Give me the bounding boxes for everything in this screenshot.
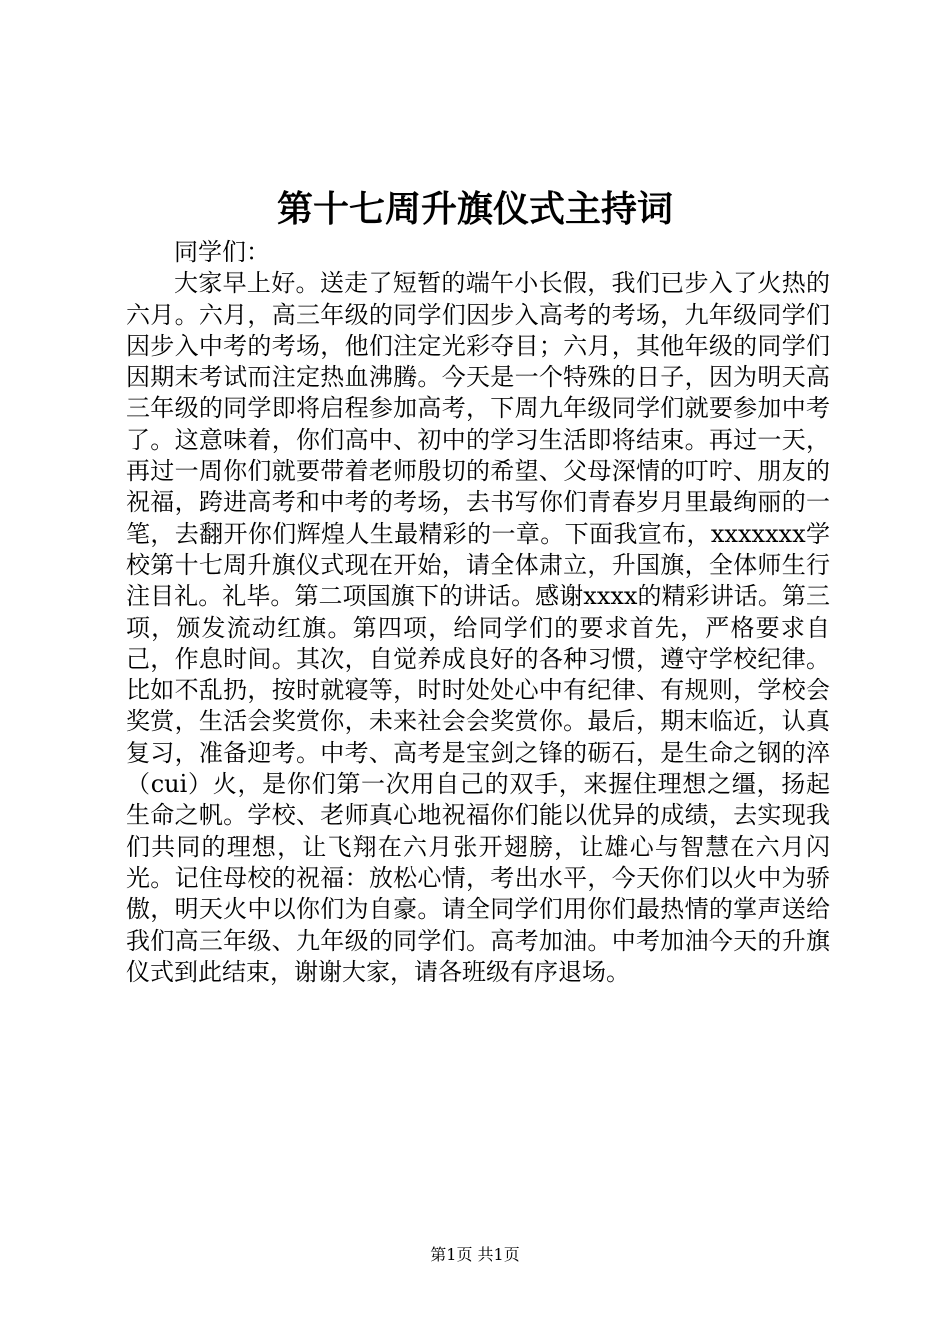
body-paragraph: 大家早上好。送走了短暂的端午小长假，我们已步入了火热的六月。六月，高三年级的同学们因步入高考的考场，九年级同学们因步入中考的考场，他们注定光彩夺目；六月，其他年级的同学们因期末考试而注定热血沸腾。今天是一个特殊的日子，因为明天高三年级的同学即将启程参加高考，下周九年级同学们就要参加中考了。这意味着，你们高中、初中的学习生活即将结束。再过一天，再过一周你们就要带着老师殷切的希望、父母深情的叮咛、朋友的祝福，跨进高考和中考的考场，去书写你们青春岁月里最绚丽的一笔，去翻开你们辉煌人生最精彩的一章。下面我宣布，xxxxxxx学校第十七周升旗仪式现在开始，请全体肃立，升国旗，全体师生行注目礼。礼毕。第二项国旗下的讲话。感谢xxxx的精彩讲话。第三项，颁发流动红旗。第四项，给同学们的要求首先，严格要求自己，作息时间。其次，自觉养成良好的各种习惯，遵守学校纪律。比如不乱扔，按时就寝等，时时处处心中有纪律、有规则，学校会奖赏，生活会奖赏你，未来社会会奖赏你。最后，期末临近，认真复习，准备迎考。中考、高考是宝剑之锋的砺石，是生命之钢的淬（cui）火，是你们第一次用自己的双手，来握住理想之缰，扬起生命之帆。学校、老师真心地祝福你们能以优异的成绩，去实现我们共同的理想，让飞翔在六月张开翅膀，让雄心与智慧在六月闪光。记住母校的祝福：放松心情，考出水平，今天你们以火中为骄傲，明天火中以你们为自豪。请全同学们用你们最热情的掌声送给我们高三年级、九年级的同学们。高考加油。中考加油今天的升旗仪式到此结束，谢谢大家，请各班级有序退场。 bbox=[126, 269, 830, 986]
salutation: 同学们： bbox=[174, 238, 270, 266]
document-body bbox=[126, 237, 830, 988]
document-title: 第十七周升旗仪式主持词 bbox=[276, 188, 673, 230]
page-footer: 第1页 共1页 bbox=[430, 1245, 520, 1264]
